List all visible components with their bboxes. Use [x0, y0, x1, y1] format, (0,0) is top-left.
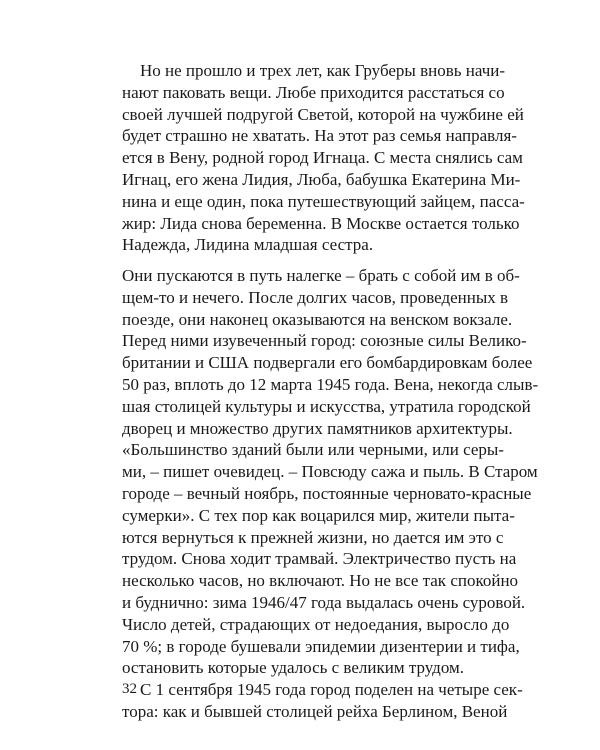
text-line: и буднично: зима 1946/47 года выдалась очень суровой.: [122, 592, 526, 612]
text-line: сумерки». С тех пор как воцарился мир, жители пыта-: [122, 505, 515, 525]
text-line: нина и еще один, пока путешествующий зайцем, пасса-: [122, 191, 525, 211]
text-line: 70 %; в городе бушевали эпидемии дизентерии и тифа,: [122, 636, 520, 656]
text-line: поезде, они наконец оказываются на венском вокзале.: [122, 309, 513, 329]
text-line: щем-то и нечего. После долгих часов, проведенных в: [122, 287, 509, 307]
text-line: жир: Лида снова беременна. В Москве остается только: [122, 213, 520, 233]
text-line: трудом. Снова ходит трамвай. Электричество пусть на: [122, 549, 517, 569]
text-line: Но не прошло и трех лет, как Груберы вновь начи-: [140, 61, 506, 80]
text-line: Перед ними изувеченный город: союзные силы Велико-: [122, 331, 527, 351]
text-line: ются вернуться к прежней жизни, но дается им это с: [122, 527, 504, 547]
text-line: С 1 сентября 1945 года город поделен на четыре сек-: [140, 680, 523, 700]
text-line: Игнац, его жена Лидия, Люба, бабушка Екатерина Ми-: [122, 169, 521, 189]
text-line: несколько часов, но включают. Но не все так спокойно: [122, 571, 519, 591]
text-line: городе – вечный ноябрь, постоянные черновато-красные: [122, 483, 532, 503]
text-line: Они пускаются в путь налегке – брать с собой им в об-: [122, 266, 520, 285]
text-line: «Большинство зданий были или черными, или серы-: [122, 440, 504, 460]
paragraph-1: [122, 60, 525, 256]
text-line: тора: как и бывшей столицей рейха Берлином, Веной: [122, 701, 508, 721]
page-number: 32: [122, 681, 137, 697]
text-line: ми, – пишет очевидец. – Повсюду сажа и пыль. В Старом: [122, 462, 538, 482]
text-line: дворец и множество других памятников архитектуры.: [122, 418, 513, 438]
text-line: 50 раз, вплоть до 12 марта 1945 года. Вена, некогда слыв-: [122, 374, 539, 394]
text-line: своей лучшей подругой Светой, которой на чужбине ей: [122, 104, 524, 124]
text-line: Число детей, страдающих от недоедания, выросло до: [122, 614, 510, 634]
paragraph-2: [122, 265, 539, 723]
text-line: Надежда, Лидина младшая сестра.: [122, 235, 374, 255]
text-line: будет страшно не хватать. На этот раз семья направля-: [122, 126, 517, 146]
text-line: нают паковать вещи. Любе приходится расстаться со: [122, 82, 505, 102]
text-line: ется в Вену, родной город Игнаца. С места снялись сам: [122, 148, 523, 168]
text-line: шая столицей культуры и искусства, утратила городской: [122, 396, 531, 416]
text-line: остановить которые удалось с великим трудом.: [122, 658, 465, 678]
text-line: британии и США подвергали его бомбардировкам более: [122, 353, 533, 373]
